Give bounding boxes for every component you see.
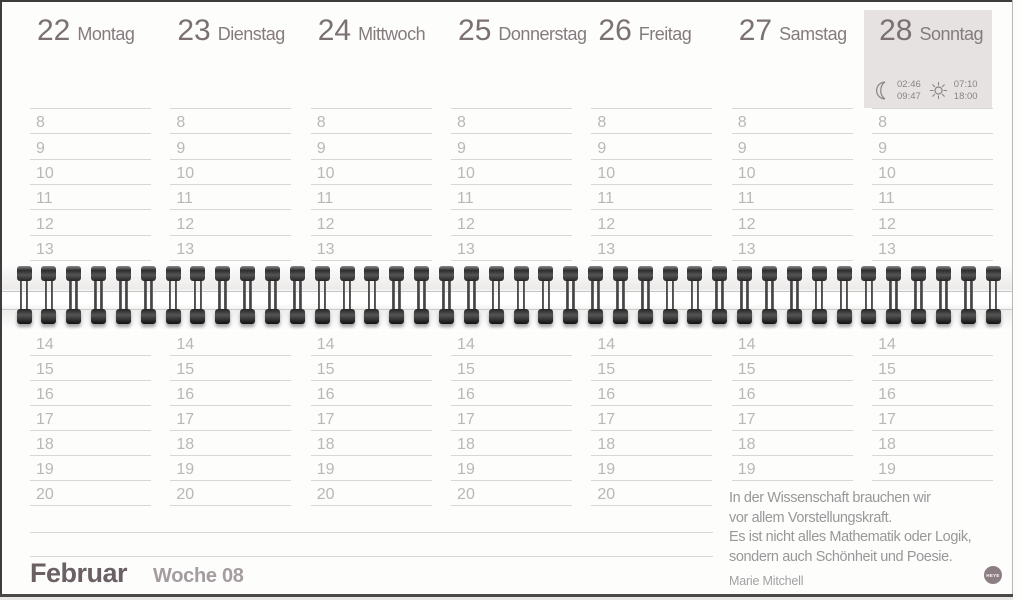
hour-row	[872, 456, 993, 481]
hour-row	[30, 481, 151, 506]
binding-wire-loop	[563, 266, 578, 324]
hour-row	[591, 236, 712, 261]
hour-label: 12	[176, 215, 195, 233]
hour-label: 17	[176, 411, 195, 428]
hour-label: 9	[597, 139, 607, 157]
hour-row	[170, 381, 291, 406]
hour-label: 18	[176, 436, 195, 453]
hour-label: 9	[316, 139, 326, 157]
hour-row	[451, 160, 572, 185]
hour-row	[311, 134, 432, 159]
spiral-binding	[0, 261, 1012, 331]
hour-label: 16	[36, 386, 54, 403]
hour-label: 16	[457, 386, 475, 403]
hour-row	[30, 381, 151, 406]
binding-wire-loop	[91, 266, 106, 324]
binding-wire-loop	[812, 266, 827, 324]
hour-row	[732, 406, 853, 431]
hour-label: 19	[737, 461, 756, 478]
hour-label: 18	[878, 436, 896, 453]
hour-label: 8	[316, 114, 326, 132]
hour-label: 11	[878, 190, 895, 208]
hour-label: 10	[737, 165, 756, 183]
binding-wire-loop	[215, 266, 230, 324]
crescent-moon-icon	[874, 79, 891, 102]
hour-row	[311, 109, 432, 134]
day-header	[591, 16, 712, 49]
hour-row	[30, 331, 151, 356]
hour-label: 18	[457, 436, 475, 453]
hour-label: 14	[737, 336, 756, 353]
hour-row	[170, 109, 291, 134]
hour-label: 14	[878, 336, 896, 353]
binding-wire-loop	[663, 266, 678, 324]
hour-row	[451, 381, 572, 406]
hour-row	[872, 236, 993, 261]
day-name: Montag	[77, 24, 135, 44]
binding-wire-loop	[66, 266, 81, 324]
hour-row	[170, 406, 291, 431]
quote-line: vor allem Vorstellungskraft.	[729, 509, 892, 526]
hour-label: 16	[597, 386, 616, 403]
hour-label: 13	[878, 241, 896, 259]
hour-row	[311, 236, 432, 261]
hour-label: 17	[737, 411, 756, 428]
hour-row	[591, 331, 712, 356]
hour-row	[872, 185, 993, 210]
hour-label: 11	[597, 190, 614, 208]
hour-label: 19	[878, 461, 896, 478]
day-header	[311, 16, 432, 49]
day-number: 27	[738, 14, 773, 47]
binding-wire-loop	[17, 266, 32, 324]
binding-wire-loop	[588, 266, 603, 324]
hour-row	[451, 481, 572, 506]
binding-wire-loop	[240, 266, 255, 324]
footer	[30, 558, 244, 589]
day-header	[732, 16, 853, 49]
moonrise-time: 02:46	[897, 79, 921, 90]
hour-label: 20	[316, 486, 335, 503]
week-number-label: Woche 08	[153, 565, 244, 587]
binding-wire-loop	[687, 266, 702, 324]
hour-label: 16	[878, 386, 896, 403]
hour-label: 15	[737, 361, 756, 378]
hour-label: 11	[176, 190, 193, 208]
day-column-top-mittwoch	[311, 0, 432, 261]
hour-row	[732, 381, 853, 406]
page-border-top	[0, 0, 1013, 2]
hour-label: 12	[36, 215, 54, 233]
hour-row	[170, 210, 291, 235]
hour-label: 19	[176, 461, 195, 478]
hour-label: 19	[36, 461, 54, 478]
hour-label: 12	[316, 215, 335, 233]
binding-wire-loop	[712, 266, 727, 324]
hour-label: 14	[316, 336, 335, 353]
hour-row	[30, 134, 151, 159]
hour-label: 18	[36, 436, 54, 453]
binding-wire-loop	[837, 266, 852, 324]
sun-times	[954, 79, 978, 102]
day-column-bottom-donnerstag	[451, 331, 572, 506]
day-number: 23	[177, 14, 211, 47]
hour-row	[872, 331, 993, 356]
binding-wire-loop	[265, 266, 280, 324]
hour-row	[732, 210, 853, 235]
moonset-time: 09:47	[897, 90, 921, 102]
hour-row	[872, 134, 993, 159]
binding-wire-loop	[861, 266, 876, 324]
day-column-bottom-freitag	[591, 331, 712, 506]
quote-line: sondern auch Schönheit und Poesie.	[729, 548, 953, 565]
hour-row	[30, 160, 151, 185]
hour-label: 14	[597, 336, 616, 353]
hour-row	[311, 456, 432, 481]
binding-wire-loop	[514, 266, 529, 324]
day-column-top-dienstag	[170, 0, 291, 261]
hour-row	[591, 456, 712, 481]
binding-wire-loop	[986, 266, 1001, 324]
hour-label: 17	[457, 411, 475, 428]
hour-row	[591, 134, 712, 159]
hour-label: 15	[36, 361, 54, 378]
hour-label: 15	[176, 361, 195, 378]
hour-row	[872, 109, 993, 134]
day-name: Sonntag	[919, 24, 984, 44]
day-header	[170, 16, 291, 49]
hour-label: 17	[316, 411, 335, 428]
binding-wire-loop	[166, 266, 181, 324]
hour-label: 19	[597, 461, 616, 478]
hour-row	[591, 356, 712, 381]
hour-row	[591, 481, 712, 506]
day-name: Mittwoch	[358, 24, 426, 44]
morning-hour-rows	[170, 108, 291, 261]
binding-wire-loop	[489, 266, 504, 324]
month-label: Februar	[30, 558, 128, 588]
binding-wire-loop	[439, 266, 454, 324]
hour-row	[451, 185, 572, 210]
hour-label: 17	[36, 411, 54, 428]
morning-hour-rows	[311, 108, 432, 261]
hour-row	[732, 331, 853, 356]
hour-label: 11	[36, 190, 53, 208]
hour-row	[451, 210, 572, 235]
binding-wire-loop	[414, 266, 429, 324]
hour-label: 15	[457, 361, 475, 378]
hour-row	[451, 331, 572, 356]
binding-wire-loop	[762, 266, 777, 324]
hour-row	[451, 109, 572, 134]
hour-row	[451, 431, 572, 456]
day-name: Samstag	[779, 24, 847, 44]
hour-label: 9	[737, 139, 747, 157]
day-header	[30, 16, 151, 49]
hour-label: 8	[36, 114, 45, 132]
binding-wire-loop	[315, 266, 330, 324]
hour-label: 8	[597, 114, 607, 132]
sun-moon-times	[874, 79, 978, 102]
hour-row	[591, 406, 712, 431]
hour-label: 10	[36, 165, 54, 183]
binding-wire-loop	[961, 266, 976, 324]
hour-row	[170, 356, 291, 381]
hour-label: 17	[597, 411, 616, 428]
hour-row	[311, 481, 432, 506]
day-number: 25	[458, 14, 492, 47]
hour-row	[732, 431, 853, 456]
binding-wire-loop	[116, 266, 131, 324]
hour-label: 17	[878, 411, 896, 428]
day-column-bottom-montag	[30, 331, 151, 506]
hour-row	[311, 381, 432, 406]
hour-label: 14	[457, 336, 475, 353]
hour-label: 14	[176, 336, 195, 353]
hour-label: 10	[176, 165, 195, 183]
quote-block	[729, 489, 1009, 588]
hour-label: 9	[878, 139, 887, 157]
hour-label: 10	[878, 165, 896, 183]
hour-row	[30, 109, 151, 134]
hour-row	[311, 406, 432, 431]
hour-row	[451, 456, 572, 481]
sunrise-time: 07:10	[953, 79, 978, 90]
page-border-right	[1012, 0, 1013, 600]
binding-wire-loop	[737, 266, 752, 324]
hour-row	[30, 456, 151, 481]
day-number: 26	[598, 14, 632, 47]
hour-label: 18	[316, 436, 335, 453]
quote-line: Es ist nicht alles Mathematik oder Logik,	[729, 529, 972, 545]
binding-wire-loop	[936, 266, 951, 324]
hour-label: 8	[878, 114, 887, 132]
hour-label: 20	[176, 486, 195, 503]
day-column-bottom-mittwoch	[311, 331, 432, 506]
hour-row	[872, 356, 993, 381]
day-name: Freitag	[638, 24, 692, 44]
hour-label: 15	[597, 361, 616, 378]
notes-line	[30, 556, 713, 557]
hour-label: 8	[176, 114, 186, 132]
hour-row	[732, 109, 853, 134]
hour-label: 12	[878, 215, 896, 233]
hour-label: 11	[457, 190, 474, 208]
publisher-logo	[984, 566, 1002, 584]
day-column-top-freitag	[591, 0, 712, 261]
hour-label: 9	[36, 139, 45, 157]
hour-row	[732, 356, 853, 381]
hour-row	[732, 160, 853, 185]
day-name: Dienstag	[217, 24, 285, 44]
hour-row	[311, 356, 432, 381]
hour-label: 16	[737, 386, 756, 403]
hour-label: 13	[316, 241, 335, 259]
morning-hour-rows	[591, 108, 712, 261]
day-number: 22	[37, 14, 71, 47]
hour-row	[591, 381, 712, 406]
hour-row	[311, 160, 432, 185]
binding-wire-loop	[613, 266, 628, 324]
binding-wire-loop	[787, 266, 802, 324]
hour-row	[732, 236, 853, 261]
hour-row	[30, 210, 151, 235]
binding-wire-loop	[340, 266, 355, 324]
hour-row	[170, 185, 291, 210]
hour-label: 10	[597, 165, 616, 183]
hour-row	[591, 210, 712, 235]
hour-row	[451, 134, 572, 159]
hour-label: 20	[36, 486, 54, 503]
hour-label: 13	[36, 241, 54, 259]
hour-row	[451, 236, 572, 261]
hour-row	[311, 210, 432, 235]
sun-icon	[929, 81, 948, 100]
hour-row	[732, 185, 853, 210]
sunset-time: 18:00	[953, 90, 978, 102]
day-number: 24	[317, 14, 352, 47]
hour-label: 12	[457, 215, 475, 233]
hour-label: 8	[737, 114, 747, 132]
day-number: 28	[879, 14, 913, 47]
binding-wire-loop	[190, 266, 205, 324]
hour-label: 19	[457, 461, 475, 478]
hour-label: 11	[316, 190, 334, 208]
day-name: Donnerstag	[498, 24, 587, 44]
binding-wire-loop	[911, 266, 926, 324]
page-border-left	[0, 0, 2, 600]
hour-label: 19	[316, 461, 335, 478]
hour-label: 10	[457, 165, 475, 183]
binding-wire-loop	[638, 266, 653, 324]
hour-row	[872, 160, 993, 185]
hour-label: 15	[316, 361, 335, 378]
hour-row	[311, 331, 432, 356]
hour-label: 13	[597, 241, 616, 259]
binding-wire-loop	[886, 266, 901, 324]
binding-wire-loop	[389, 266, 404, 324]
quote-line: In der Wissenschaft brauchen wir	[729, 490, 931, 506]
morning-hour-rows	[872, 108, 993, 261]
hour-row	[872, 381, 993, 406]
hour-row	[30, 356, 151, 381]
hour-label: 16	[316, 386, 335, 403]
hour-row	[451, 356, 572, 381]
publisher-logo-text: HEYE	[986, 572, 1000, 578]
hour-row	[311, 431, 432, 456]
hour-label: 15	[878, 361, 896, 378]
hour-row	[311, 185, 432, 210]
hour-row	[170, 160, 291, 185]
morning-hour-rows	[30, 108, 151, 261]
hour-row	[30, 406, 151, 431]
hour-label: 20	[597, 486, 616, 503]
hour-row	[591, 185, 712, 210]
hour-label: 13	[457, 241, 475, 259]
hour-row	[30, 185, 151, 210]
hour-row	[732, 134, 853, 159]
hour-label: 12	[737, 215, 756, 233]
hour-row	[30, 431, 151, 456]
hour-label: 12	[597, 215, 616, 233]
hour-label: 18	[597, 436, 616, 453]
hour-label: 9	[457, 139, 466, 157]
day-header	[451, 14, 587, 49]
binding-wire-loop	[364, 266, 379, 324]
day-column-top-donnerstag	[451, 0, 587, 261]
hour-label: 8	[457, 114, 466, 132]
hour-label: 13	[737, 241, 756, 259]
hour-label: 10	[316, 165, 335, 183]
hour-row	[170, 431, 291, 456]
hour-row	[170, 456, 291, 481]
day-header	[872, 16, 993, 49]
day-column-bottom-sonntag	[872, 331, 993, 481]
hour-row	[591, 160, 712, 185]
hour-row	[872, 210, 993, 235]
day-column-bottom-samstag	[732, 331, 853, 481]
day-column-bottom-dienstag	[170, 331, 291, 506]
morning-hour-rows	[732, 108, 853, 261]
hour-row	[732, 456, 853, 481]
day-column-top-montag	[30, 0, 151, 261]
binding-wire-loop	[41, 266, 56, 324]
binding-wire-loop	[464, 266, 479, 324]
moon-times	[897, 79, 921, 102]
binding-wire-loop	[538, 266, 553, 324]
hour-row	[591, 109, 712, 134]
hour-label: 14	[36, 336, 54, 353]
binding-wire-loop	[141, 266, 156, 324]
hour-row	[872, 406, 993, 431]
hour-label: 20	[457, 486, 475, 503]
hour-row	[872, 431, 993, 456]
hour-row	[170, 236, 291, 261]
hour-row	[451, 406, 572, 431]
hour-row	[591, 431, 712, 456]
hour-label: 9	[176, 139, 186, 157]
hour-row	[170, 481, 291, 506]
day-column-top-samstag	[732, 0, 853, 261]
day-column-top-sonntag	[872, 0, 993, 261]
quote-author: Marie Mitchell	[729, 574, 804, 588]
hour-label: 16	[176, 386, 195, 403]
hour-label: 13	[176, 241, 195, 259]
morning-hour-rows	[451, 108, 572, 261]
notes-line	[30, 532, 713, 533]
hour-row	[170, 331, 291, 356]
hour-row	[30, 236, 151, 261]
binding-wire-loop	[290, 266, 305, 324]
hour-label: 11	[737, 190, 755, 208]
hour-row	[170, 134, 291, 159]
hour-label: 18	[737, 436, 756, 453]
